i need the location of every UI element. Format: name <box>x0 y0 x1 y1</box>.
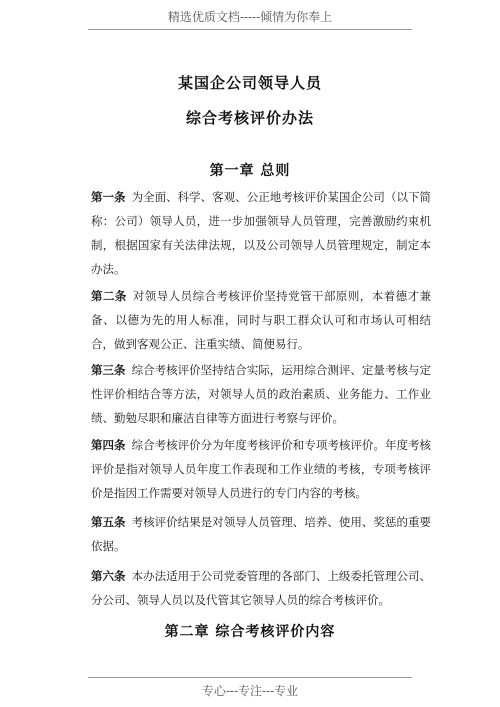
article-text: 本办法适用于公司党委管理的各部门、上级委托管理公司、分公司、领导人员以及代管其它领导人员的综合考核评价。 <box>91 569 432 607</box>
article-text: 综合考核评价分为年度考核评价和专项考核评价。年度考核评价是指对领导人员年度工作表现和工作业绩的考核，专项考核评价是指因工作需要对领导人员进行的专门内容的考核。 <box>91 438 432 500</box>
page-header: 精选优质文档-----倾情为你奉上 <box>167 10 333 24</box>
article-text: 综合考核评价坚持结合实际，运用综合测评、定量考核与定性评价相结合等方法，对领导人员的政治素质、业务能力、工作业绩、勤勉尽职和廉洁自律等方面进行考察与评价。 <box>91 363 432 425</box>
header-divider <box>88 29 412 30</box>
article-lead: 第四条 <box>91 438 126 452</box>
article-1 <box>91 185 431 281</box>
document-title-line-2: 综合考核评价办法 <box>185 109 314 127</box>
page-footer: 专心---专注---专业 <box>201 684 299 698</box>
article-2 <box>91 284 431 356</box>
article-3 <box>91 358 431 430</box>
article-lead: 第六条 <box>91 569 126 583</box>
article-lead: 第三条 <box>91 363 126 377</box>
chapter-heading-1: 第一章 总则 <box>209 163 291 179</box>
document-title-line-1: 某国企公司领导人员 <box>177 74 322 92</box>
article-lead: 第一条 <box>91 190 126 204</box>
footer-divider <box>88 677 412 678</box>
article-text: 为全面、科学、客观、公正地考核评价某国企公司（以下简称：公司）领导人员，进一步加强领导人员管理，完善激励约束机制，根据国家有关法律法规，以及公司领导人员管理规定，制定本办法。 <box>91 190 432 276</box>
article-6 <box>91 564 431 612</box>
article-5 <box>91 510 431 558</box>
article-lead: 第五条 <box>91 515 126 529</box>
article-lead: 第二条 <box>91 289 127 303</box>
article-text: 对领导人员综合考核评价坚持党管干部原则，本着德才兼备、以德为先的用人标准，同时与职工群众认可和市场认可相结合，做到客观公正、注重实绩、简便易行。 <box>91 289 432 351</box>
article-4 <box>91 433 431 505</box>
article-text: 考核评价结果是对领导人员管理、培养、使用、奖惩的重要依据。 <box>91 515 432 553</box>
chapter-heading-2: 第二章 综合考核评价内容 <box>164 624 336 640</box>
